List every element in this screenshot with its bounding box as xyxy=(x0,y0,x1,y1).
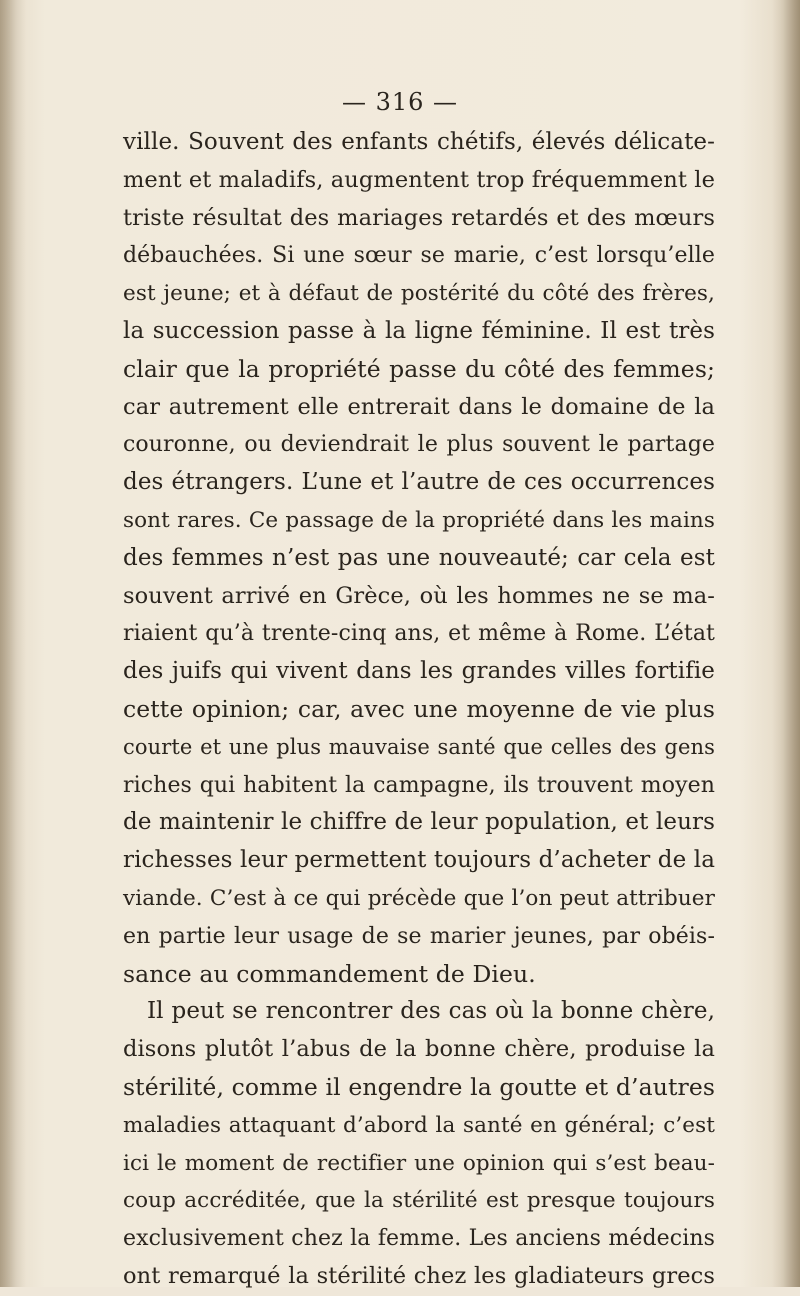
text-line: des étrangers. L’une et l’autre de ces occurrences xyxy=(123,469,715,496)
text-line: car autrement elle entrerait dans le domaine de la xyxy=(123,393,715,420)
text-line: la succession passe à la ligne féminine. Il est très xyxy=(123,317,715,344)
text-line: de maintenir le chiffre de leur population, et leurs xyxy=(123,809,715,836)
text-line: richesses leur permettent toujours d’acheter de la xyxy=(123,847,716,874)
text-line: clair que la propriété passe du côté des femmes; xyxy=(123,354,715,383)
body-text xyxy=(123,124,715,1296)
text-line: courte et une plus mauvaise santé que celles des gens xyxy=(123,734,715,759)
text-line: disons plutôt l’abus de la bonne chère, produise la xyxy=(123,1036,715,1063)
text-line: des femmes n’est pas une nouveauté; car cela est xyxy=(123,544,715,571)
page-edge-shadow xyxy=(772,0,800,1287)
text-line: ment et maladifs, augmentent trop fréquemment le xyxy=(123,166,715,193)
text-line: cette opinion; car, avec une moyenne de vie plus xyxy=(123,694,715,723)
text-line: ici le moment de rectifier une opinion qui s’est beau- xyxy=(123,1150,715,1176)
text-line: exclusivement chez la femme. Les anciens médecins xyxy=(123,1226,715,1252)
text-line: stérilité, comme il engendre la goutte et d’autres xyxy=(123,1072,715,1101)
text-line: viande. C’est à ce qui précède que l’on peut attribuer xyxy=(123,885,715,911)
text-line: couronne, ou deviendrait le plus souvent le partage xyxy=(123,432,715,458)
text-line: en partie leur usage de se marier jeunes, par obéis- xyxy=(123,923,715,949)
text-line: Il peut se rencontrer des cas où la bonne chère, xyxy=(147,998,715,1025)
text-line: coup accréditée, que la stérilité est presque toujours xyxy=(123,1188,715,1214)
page-gutter-shadow xyxy=(0,0,26,1287)
text-line: débauchées. Si une sœur se marie, c’est lorsqu’elle xyxy=(123,243,715,269)
text-line: souvent arrivé en Grèce, où les hommes ne se ma- xyxy=(123,582,715,609)
text-line: sont rares. Ce passage de la propriété dans les mains xyxy=(123,507,715,533)
text-line: triste résultat des mariages retardés et des mœurs xyxy=(123,204,715,231)
text-line: ont remarqué la stérilité chez les gladiateurs grecs xyxy=(123,1262,715,1289)
text-line: riaient qu’à trente-cinq ans, et même à Rome. L’état xyxy=(123,621,715,647)
text-line: est jeune; et à défaut de postérité du côté des frères, xyxy=(123,281,715,307)
page-number-header: — 316 — xyxy=(341,88,459,116)
text-line: des juifs qui vivent dans les grandes villes fortifie xyxy=(123,658,715,685)
text-line: riches qui habitent la campagne, ils trouvent moyen xyxy=(123,772,715,798)
text-line: maladies attaquant d’abord la santé en général; c’est xyxy=(123,1112,715,1138)
text-line: sance au commandement de Dieu. xyxy=(123,959,536,988)
text-line: ville. Souvent des enfants chétifs, élevés délicate- xyxy=(123,129,715,155)
